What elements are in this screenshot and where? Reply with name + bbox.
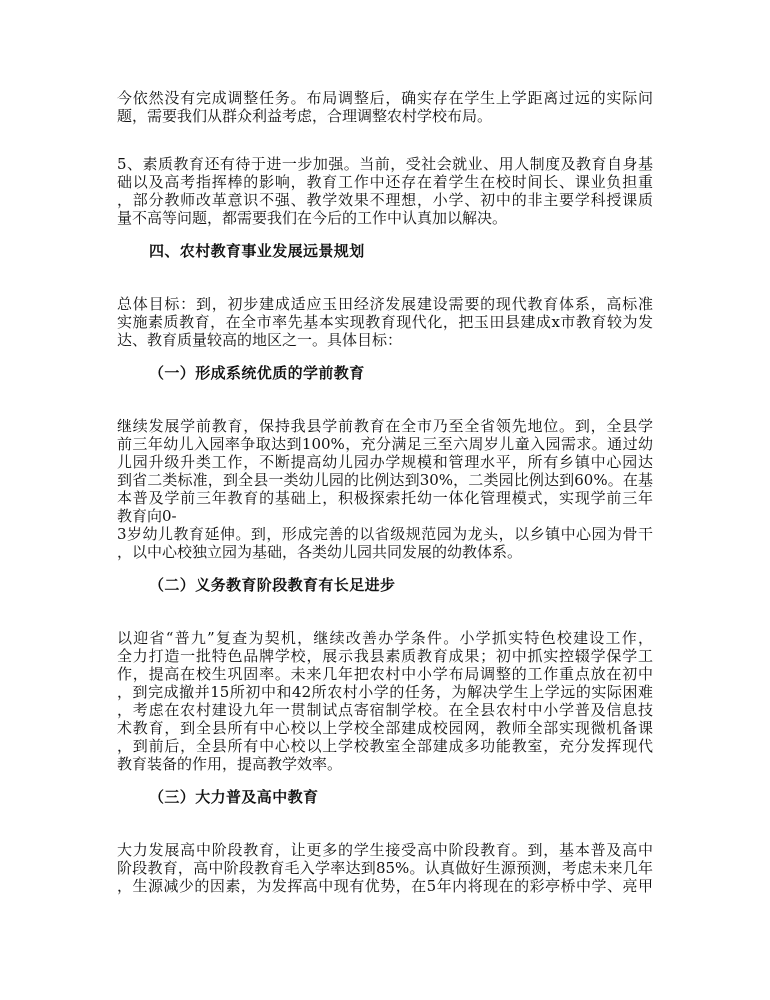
text-line: 儿园升级升类工作，不断提高幼儿园办学规模和管理水平，所有乡镇中心园达 [117, 453, 653, 471]
text-line: 题，需要我们从群众利益考虑，合理调整农村学校布局。 [117, 107, 493, 125]
text-line: 达、教育质量较高的地区之一。具体目标： [117, 331, 403, 349]
text-line: 大力发展高中阶段教育，让更多的学生接受高中阶段教育。到，基本普及高中 [117, 841, 653, 859]
text-line: 量不高等问题，都需要我们在今后的工作中认真加以解决。 [117, 209, 508, 227]
paragraph-5 [117, 629, 653, 773]
text-line: 今依然没有完成调整任务。布局调整后，确实存在学生上学距离过远的实际问 [117, 89, 653, 107]
paragraph-1 [117, 89, 653, 125]
text-line: 阶段教育，高中阶段教育毛入学率达到85%。认真做好生源预测，考虑未来几年 [117, 859, 653, 877]
text-line: 实施素质教育，在全市率先基本实现教育现代化，把玉田县建成x市教育较为发 [117, 313, 653, 331]
text-line: 础以及高考指挥棒的影响，教育工作中还存在着学生在校时间长、课业负担重 [117, 173, 653, 191]
text-line: 总体目标：到，初步建成适应玉田经济发展建设需要的现代教育体系，高标准 [117, 295, 653, 313]
text-line: 到省二类标准，到全县一类幼儿园的比例达到30%，二类园比例达到60%。在基 [117, 471, 653, 489]
text-line: ，到完成撤并15所初中和42所农村小学的任务，为解决学生上学远的实际困难 [117, 683, 653, 701]
section-heading-3: （二）义务教育阶段教育有长足进步 [149, 576, 396, 594]
text-line: 以迎省“普九”复查为契机，继续改善办学条件。小学抓实特色校建设工作， [117, 629, 653, 647]
document-body [117, 89, 653, 895]
section-heading-1: 四、农村教育事业发展远景规划 [149, 242, 365, 260]
text-line: ，部分教师改革意识不强、教学效果不理想，小学、初中的非主要学科授课质 [117, 191, 653, 209]
text-line: 5、素质教育还有待于进一步加强。当前，受社会就业、用人制度及教育自身基 [117, 155, 653, 173]
text-line: ，考虑在农村建设九年一贯制试点寄宿制学校。在全县农村中小学普及信息技 [117, 701, 653, 719]
text-line: ，生源减少的因素，为发挥高中现有优势，在5年内将现在的彩亭桥中学、亮甲 [117, 877, 653, 895]
text-line: 继续发展学前教育，保持我县学前教育在全市乃至全省领先地位。到，全县学 [117, 417, 653, 435]
paragraph-6 [117, 841, 653, 895]
text-line: ，以中心校独立园为基础，各类幼儿园共同发展的幼教体系。 [117, 543, 523, 561]
text-line: 本普及学前三年教育的基础上，积极探索托幼一体化管理模式，实现学前三年 [117, 489, 653, 507]
paragraph-3 [117, 295, 653, 349]
paragraph-4 [117, 417, 653, 561]
text-line: 术教育，到全县所有中心校以上学校全部建成校园网，教师全部实现微机备课 [117, 719, 653, 737]
text-line: 作，提高在校生巩固率。未来几年把农村中小学布局调整的工作重点放在初中 [117, 665, 653, 683]
text-line: 全力打造一批特色品牌学校，展示我县素质教育成果；初中抓实控辍学保学工 [117, 647, 653, 665]
text-line: 前三年幼儿入园率争取达到100%，充分满足三至六周岁儿童入园需求。通过幼 [117, 435, 653, 453]
text-line: 教育向0- [117, 507, 177, 525]
section-heading-2: （一）形成系统优质的学前教育 [149, 364, 365, 382]
paragraph-2 [117, 155, 653, 227]
section-heading-4: （三）大力普及高中教育 [149, 788, 319, 806]
text-line: 3岁幼儿教育延伸。到，形成完善的以省级规范园为龙头，以乡镇中心园为骨干 [117, 525, 653, 543]
text-line: 教育装备的作用，提高教学效率。 [117, 755, 343, 773]
text-line: ，到前后，全县所有中心校以上学校教室全部建成多功能教室，充分发挥现代 [117, 737, 653, 755]
